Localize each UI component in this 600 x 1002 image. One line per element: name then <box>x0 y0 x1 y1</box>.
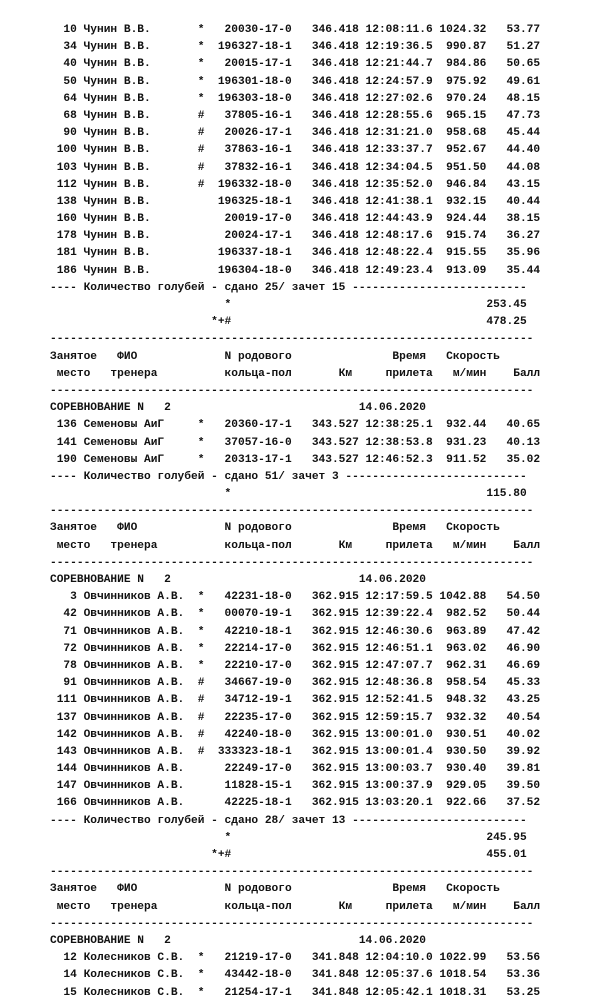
result-row: 15 Колесников С.В. * 21254-17-1 341.848 12:05:42.1 1018.31 53.25 <box>50 986 541 999</box>
score-total-combined: *+# 455.01 <box>50 849 527 861</box>
column-header: место тренера кольца-пол Км прилета м/мин Балл <box>50 539 541 552</box>
result-row: 12 Колесников С.В. * 21219-17-0 341.848 12:04:10.0 1022.99 53.56 <box>50 952 541 965</box>
result-row: 34 Чунин В.В. * 196327-18-1 346.418 12:19:36.5 990.87 51.27 <box>50 41 541 54</box>
column-header: место тренера кольца-пол Км прилета м/мин Балл <box>50 367 541 380</box>
result-row: 91 Овчинников А.В. # 34667-19-0 362.915 12:48:36.8 958.54 45.33 <box>50 677 541 690</box>
column-header: Занятое ФИО N родового Время Скорость <box>50 350 500 363</box>
result-row: 14 Колесников С.В. * 43442-18-0 341.848 12:05:37.6 1018.54 53.36 <box>50 969 541 982</box>
result-row: 147 Овчинников А.В. 11828-15-1 362.915 13:00:37.9 929.05 39.50 <box>50 780 541 793</box>
result-row: 136 Семеновы АиГ * 20360-17-1 343.527 12:38:25.1 932.44 40.65 <box>50 419 541 432</box>
result-row: 90 Чунин В.В. # 20026-17-1 346.418 12:31:21.0 958.68 45.44 <box>50 127 541 140</box>
result-row: 178 Чунин В.В. 20024-17-1 346.418 12:48:17.6 915.74 36.27 <box>50 230 541 243</box>
divider: ------------------------------------------------------------------------ <box>50 866 534 879</box>
divider: ------------------------------------------------------------------------ <box>50 917 534 930</box>
result-row: 166 Овчинников А.В. 42225-18-1 362.915 13:03:20.1 922.66 37.52 <box>50 797 541 810</box>
result-row: 50 Чунин В.В. * 196301-18-0 346.418 12:24:57.9 975.92 49.61 <box>50 75 541 88</box>
column-header: Занятое ФИО N родового Время Скорость <box>50 883 500 896</box>
result-row: 78 Овчинников А.В. * 22210-17-0 362.915 12:47:07.7 962.31 46.69 <box>50 659 541 672</box>
result-row: 10 Чунин В.В. * 20030-17-0 346.418 12:08:11.6 1024.32 53.77 <box>50 24 541 36</box>
column-header: место тренера кольца-пол Км прилета м/мин Балл <box>50 900 541 913</box>
result-row: 143 Овчинников А.В. # 333323-18-1 362.915 13:00:01.4 930.50 39.92 <box>50 745 541 758</box>
result-row: 141 Семеновы АиГ * 37057-16-0 343.527 12:38:53.8 931.23 40.13 <box>50 436 541 449</box>
result-row: 3 Овчинников А.В. * 42231-18-0 362.915 12:17:59.5 1042.88 54.50 <box>50 591 541 604</box>
result-row: 186 Чунин В.В. 196304-18-0 346.418 12:49:23.4 913.09 35.44 <box>50 264 541 277</box>
divider: ------------------------------------------------------------------------ <box>50 556 534 569</box>
competition-heading: СОРЕВНОВАНИЕ N 2 14.06.2020 <box>50 402 426 415</box>
result-row: 137 Овчинников А.В. # 22235-17-0 362.915 12:59:15.7 932.32 40.54 <box>50 711 541 724</box>
result-row: 111 Овчинников А.В. # 34712-19-1 362.915 12:52:41.5 948.32 43.25 <box>50 694 541 707</box>
result-row: 40 Чунин В.В. * 20015-17-1 346.418 12:21:44.7 984.86 50.65 <box>50 58 541 71</box>
result-row: 181 Чунин В.В. 196337-18-1 346.418 12:48:22.4 915.55 35.96 <box>50 247 541 260</box>
score-total-star: * 245.95 <box>50 831 527 844</box>
result-row: 68 Чунин В.В. # 37805-16-1 346.418 12:28:55.6 965.15 47.73 <box>50 109 541 122</box>
score-total-star: * 115.80 <box>50 488 527 501</box>
result-row: 160 Чунин В.В. 20019-17-0 346.418 12:44:43.9 924.44 38.15 <box>50 213 541 226</box>
pigeon-count-summary: ---- Количество голубей - сдано 25/ зачет 15 -------------------------- <box>50 281 527 294</box>
competition-heading: СОРЕВНОВАНИЕ N 2 14.06.2020 <box>50 934 426 947</box>
result-row: 100 Чунин В.В. # 37863-16-1 346.418 12:33:37.7 952.67 44.40 <box>50 144 541 157</box>
result-row: 112 Чунин В.В. # 196332-18-0 346.418 12:35:52.0 946.84 43.15 <box>50 178 541 191</box>
result-row: 144 Овчинников А.В. 22249-17-0 362.915 13:00:03.7 930.40 39.81 <box>50 763 541 776</box>
result-row: 138 Чунин В.В. 196325-18-1 346.418 12:41:38.1 932.15 40.44 <box>50 195 541 208</box>
result-row: 42 Овчинников А.В. * 00070-19-1 362.915 12:39:22.4 982.52 50.44 <box>50 608 541 621</box>
divider: ------------------------------------------------------------------------ <box>50 384 534 397</box>
results-document <box>50 22 600 999</box>
result-row: 190 Семеновы АиГ * 20313-17-1 343.527 12:46:52.3 911.52 35.02 <box>50 453 541 466</box>
pigeon-count-summary: ---- Количество голубей - сдано 51/ зачет 3 --------------------------- <box>50 470 527 483</box>
competition-heading: СОРЕВНОВАНИЕ N 2 14.06.2020 <box>50 574 426 586</box>
divider: ------------------------------------------------------------------------ <box>50 333 534 346</box>
result-row: 103 Чунин В.В. # 37832-16-1 346.418 12:34:04.5 951.50 44.08 <box>50 161 541 174</box>
divider: ------------------------------------------------------------------------ <box>50 505 534 518</box>
result-row: 71 Овчинников А.В. * 42210-18-1 362.915 12:46:30.6 963.89 47.42 <box>50 625 541 638</box>
result-row: 142 Овчинников А.В. # 42240-18-0 362.915 13:00:01.0 930.51 40.02 <box>50 728 541 741</box>
score-total-combined: *+# 478.25 <box>50 316 527 329</box>
result-row: 64 Чунин В.В. * 196303-18-0 346.418 12:27:02.6 970.24 48.15 <box>50 92 541 105</box>
column-header: Занятое ФИО N родового Время Скорость <box>50 522 500 535</box>
pigeon-count-summary: ---- Количество голубей - сдано 28/ зачет 13 -------------------------- <box>50 814 527 827</box>
result-row: 72 Овчинников А.В. * 22214-17-0 362.915 12:46:51.1 963.02 46.90 <box>50 642 541 655</box>
score-total-star: * 253.45 <box>50 299 527 311</box>
